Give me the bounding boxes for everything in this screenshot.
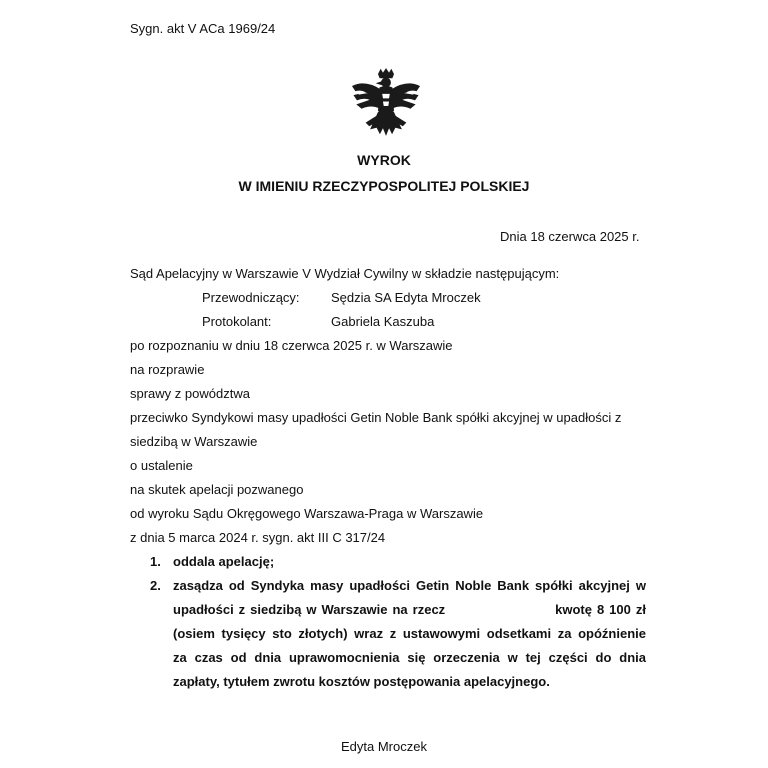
point-line: zasądza od Syndyka masy upadłości Getin Noble Bank spółki akcyjnej w <box>173 578 646 593</box>
point-number: 1. <box>150 554 161 569</box>
body-line: siedzibą w Warszawie <box>130 434 258 449</box>
point-line: zapłaty, tytułem zwrotu kosztów postępowania apelacyjnego. <box>173 674 550 689</box>
body-line: z dnia 5 marca 2024 r. sygn. akt III C 317/24 <box>130 530 386 545</box>
body-line: po rozpoznaniu w dniu 18 czerwca 2025 r. w Warszawie <box>130 338 453 353</box>
body-line: od wyroku Sądu Okręgowego Warszawa-Praga w Warszawie <box>130 506 484 521</box>
point-line: za czas od dnia uprawomocnienia się orzeczenia w tej części do dnia <box>173 650 646 665</box>
signer-name: Edyta Mroczek <box>341 739 427 754</box>
judgment-date: Dnia 18 czerwca 2025 r. <box>500 229 640 244</box>
point-line: upadłości z siedzibą w Warszawie na rzecz <box>173 602 446 617</box>
point-line: (osiem tysięcy sto złotych) wraz z ustawowymi odsetkami za opóźnienie <box>173 626 646 641</box>
point-line-split <box>173 598 646 622</box>
composition-role: Protokolant: <box>202 314 272 329</box>
polish-eagle-emblem <box>348 68 424 144</box>
composition-name: Sędzia SA Edyta Mroczek <box>331 290 481 305</box>
court-line: Sąd Apelacyjny w Warszawie V Wydział Cywilny w składzie następującym: <box>130 266 560 281</box>
point-text: oddala apelację; <box>173 554 275 569</box>
document-subtitle: W IMIENIU RZECZYPOSPOLITEJ POLSKIEJ <box>238 178 530 194</box>
body-line: sprawy z powództwa <box>130 386 250 401</box>
case-signature: Sygn. akt V ACa 1969/24 <box>130 21 276 36</box>
point-amount: kwotę 8 100 zł <box>555 602 646 617</box>
point-number: 2. <box>150 578 161 593</box>
body-line: przeciwko Syndykowi masy upadłości Getin Noble Bank spółki akcyjnej w upadłości z <box>130 410 622 425</box>
composition-name: Gabriela Kaszuba <box>331 314 435 329</box>
document-title: WYROK <box>357 152 411 168</box>
body-line: o ustalenie <box>130 458 193 473</box>
point-2-text <box>173 574 646 694</box>
composition-role: Przewodniczący: <box>202 290 300 305</box>
body-line: na skutek apelacji pozwanego <box>130 482 304 497</box>
body-line: na rozprawie <box>130 362 205 377</box>
